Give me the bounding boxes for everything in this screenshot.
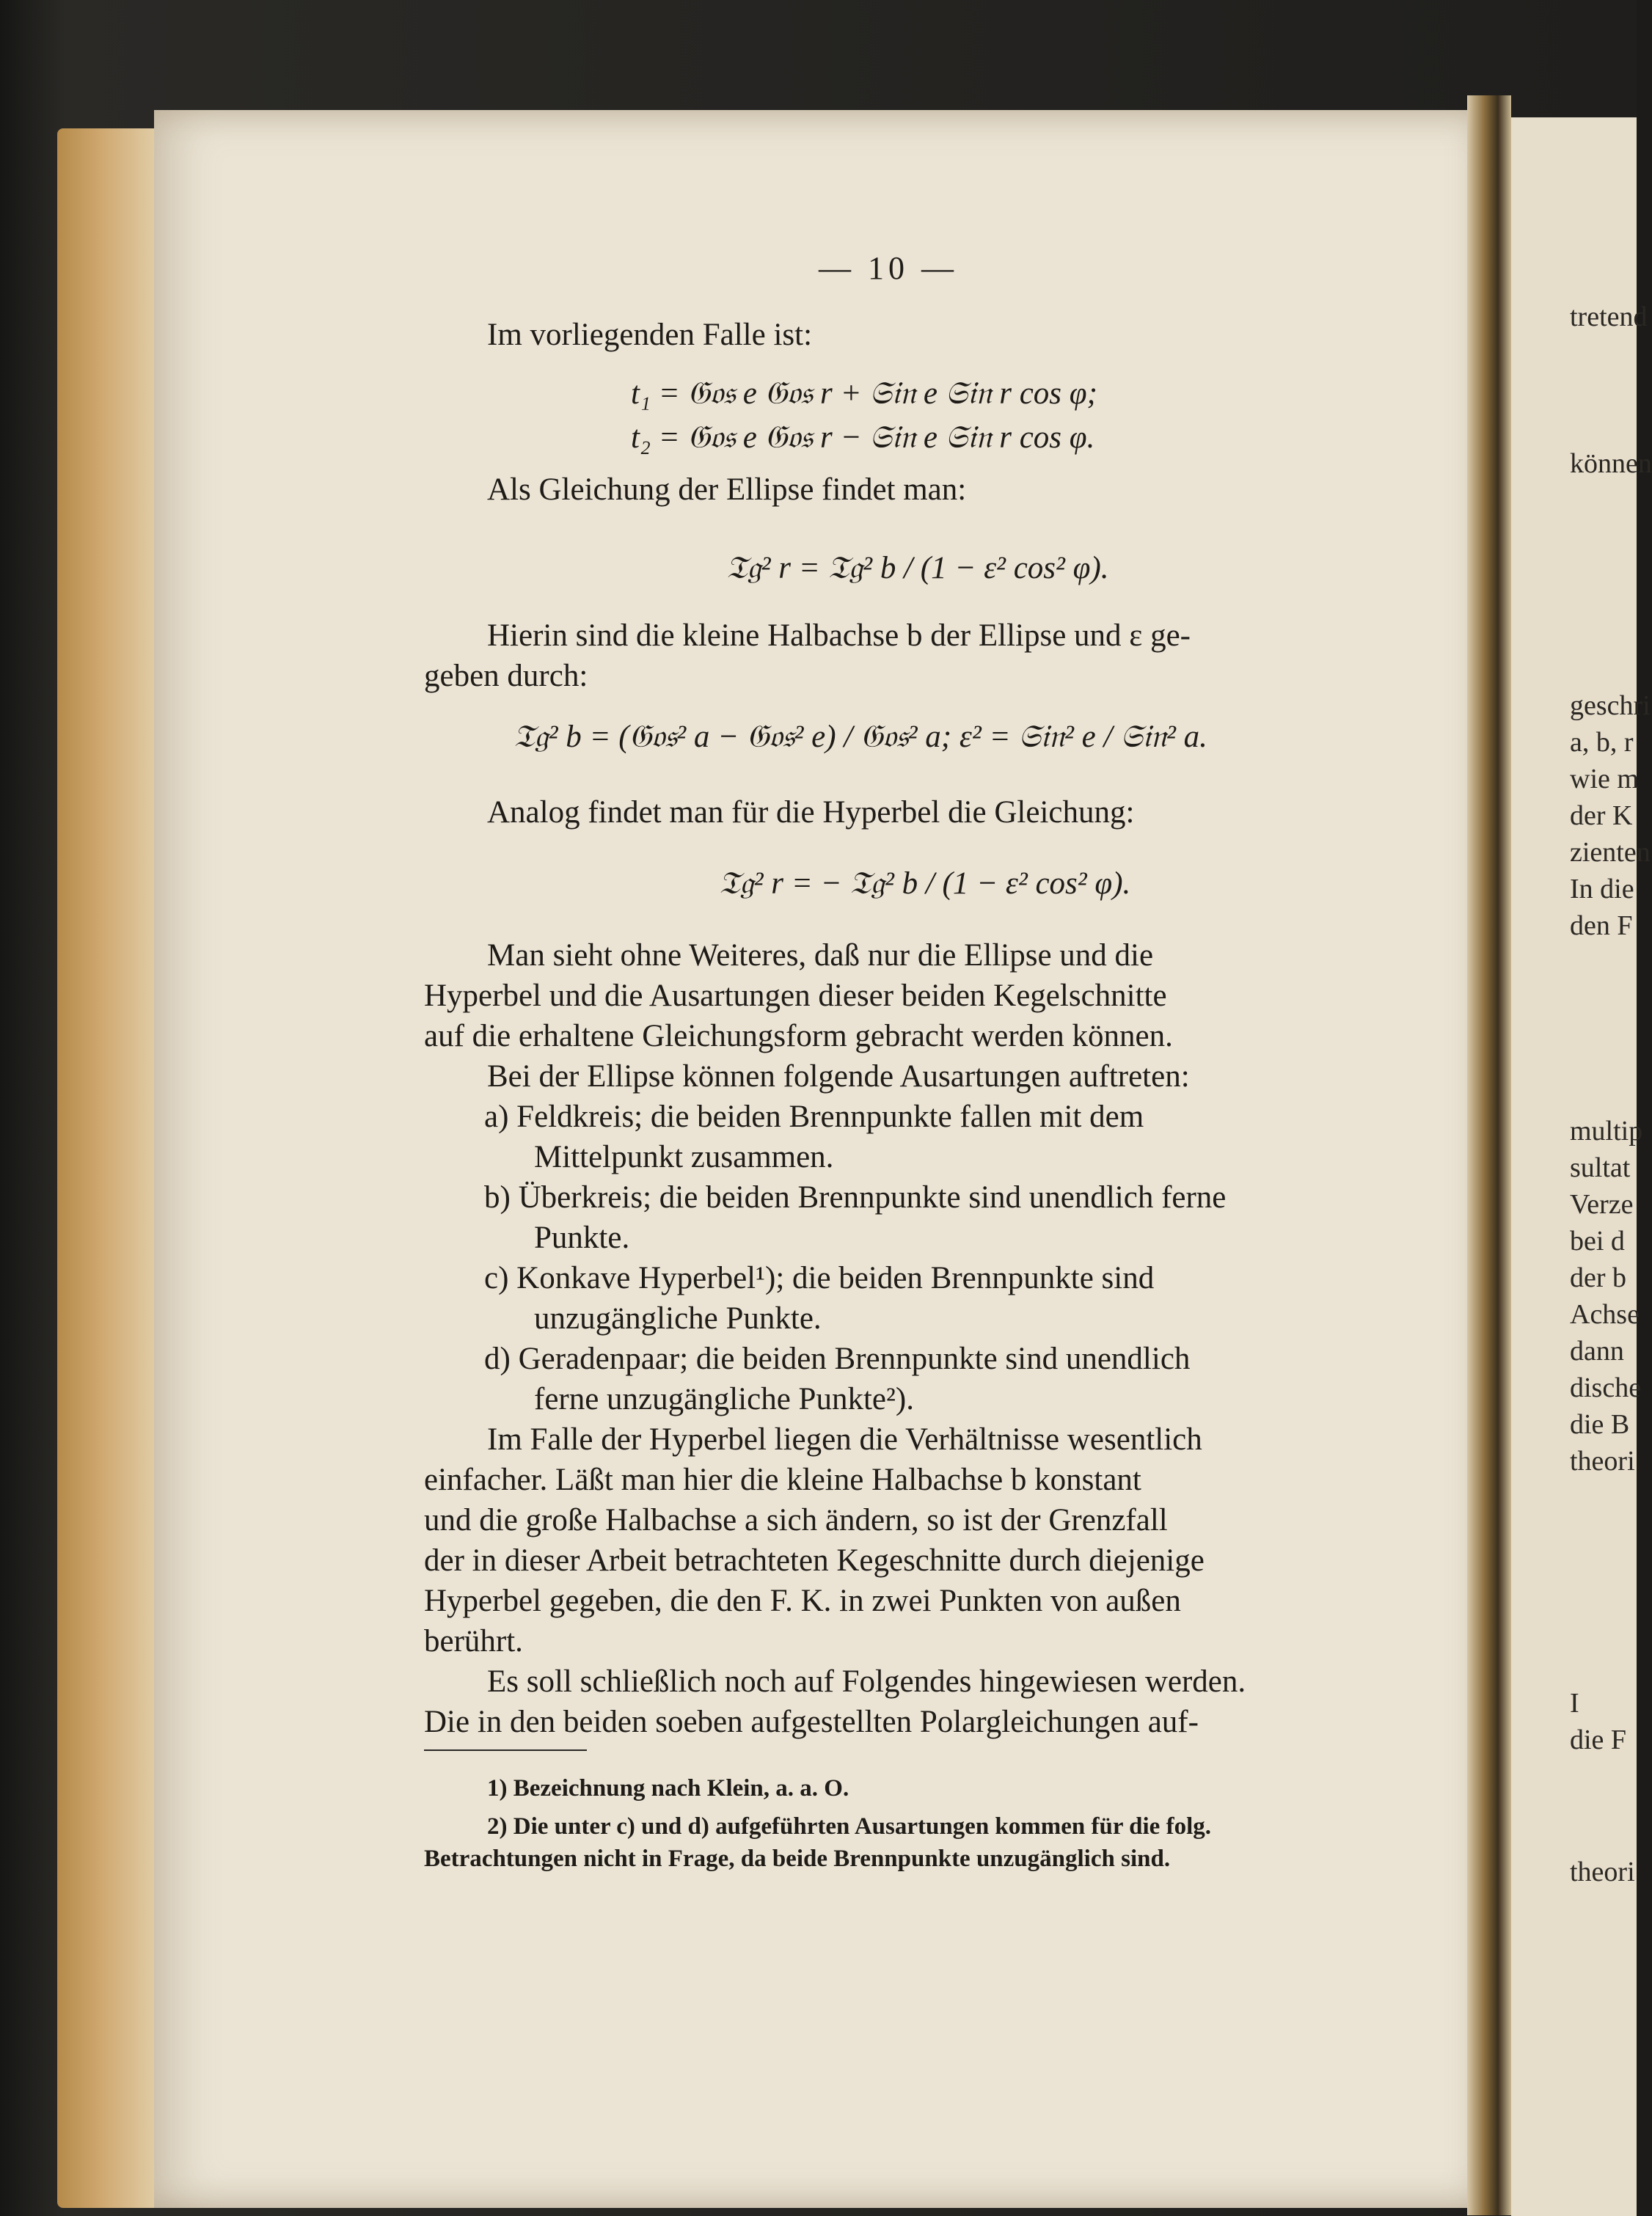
adjacent-text: dann <box>1570 1336 1624 1367</box>
intro-line: Im vorliegenden Falle ist: <box>487 318 813 352</box>
paragraph-line: Im Falle der Hyperbel liegen die Verhältnisse wesentlich <box>487 1422 1202 1457</box>
adjacent-text: den F <box>1570 910 1633 941</box>
adjacent-text: die F <box>1570 1725 1627 1755</box>
adjacent-text: Verze <box>1570 1189 1634 1220</box>
list-item: a) Feldkreis; die beiden Brennpunkte fallen mit dem <box>484 1100 1144 1134</box>
semi-axis-line-1: Hierin sind die kleine Halbachse b der Ellipse und ε ge- <box>487 618 1191 653</box>
equation-t1: t₁ = 𝔊𝔬𝔰 e 𝔊𝔬𝔰 r + 𝔖𝔦𝔫 e 𝔖𝔦𝔫 r cos φ; <box>631 376 1097 411</box>
adjacent-text: I <box>1570 1688 1579 1719</box>
adjacent-text: In die <box>1570 874 1634 904</box>
paragraph-line: Die in den beiden soeben aufgestellten Polargleichungen auf- <box>424 1705 1199 1739</box>
adjacent-text: Achse <box>1570 1299 1640 1330</box>
adjacent-text: dische <box>1570 1372 1642 1403</box>
paragraph-line: und die große Halbachse a sich ändern, so ist der Grenzfall <box>424 1503 1168 1537</box>
hyperbel-intro: Analog findet man für die Hyperbel die Gleichung: <box>487 795 1135 830</box>
adjacent-text: sultat <box>1570 1152 1631 1183</box>
equation-t2: t₂ = 𝔊𝔬𝔰 e 𝔊𝔬𝔰 r − 𝔖𝔦𝔫 e 𝔖𝔦𝔫 r cos φ. <box>631 420 1095 455</box>
footnote: 1) Bezeichnung nach Klein, a. a. O. <box>487 1775 849 1802</box>
list-item-cont: unzugängliche Punkte. <box>534 1301 822 1336</box>
list-item-cont: Mittelpunkt zusammen. <box>534 1140 834 1174</box>
adjacent-text: wie m <box>1570 764 1639 794</box>
paragraph-line: auf die erhaltene Gleichungsform gebracht werden können. <box>424 1019 1173 1053</box>
adjacent-page <box>1511 117 1652 2216</box>
adjacent-text: tretend <box>1570 301 1648 332</box>
adjacent-text: theori <box>1570 1446 1635 1477</box>
adjacent-text: theori <box>1570 1857 1635 1887</box>
list-item: c) Konkave Hyperbel¹); die beiden Brennpunkte sind <box>484 1261 1155 1295</box>
adjacent-text: multip <box>1570 1116 1643 1147</box>
semi-axis-line-2: geben durch: <box>424 659 588 693</box>
equation-b-epsilon: 𝔗𝔤² b = (𝔊𝔬𝔰² a − 𝔊𝔬𝔰² e) / 𝔊𝔬𝔰² a; ε² = 𝔖𝔦𝔫² e / 𝔖𝔦𝔫² a. <box>513 720 1207 754</box>
adjacent-text: a, b, r <box>1570 727 1634 758</box>
adjacent-text: die B <box>1570 1409 1630 1440</box>
page-number: — 10 — <box>819 250 958 286</box>
adjacent-text: können <box>1570 448 1652 479</box>
adjacent-text: der K <box>1570 800 1633 831</box>
paragraph-line: Bei der Ellipse können folgende Ausartungen auftreten: <box>487 1059 1190 1094</box>
adjacent-text: der b <box>1570 1262 1627 1293</box>
paragraph-line: einfacher. Läßt man hier die kleine Halbachse b konstant <box>424 1463 1141 1497</box>
paragraph-line: Es soll schließlich noch auf Folgendes hingewiesen werden. <box>487 1664 1246 1699</box>
adjacent-text: zienten <box>1570 837 1651 868</box>
list-item: b) Überkreis; die beiden Brennpunkte sind unendlich ferne <box>484 1180 1227 1215</box>
paragraph-line: berührt. <box>424 1624 523 1659</box>
paragraph-line: Hyperbel gegeben, die den F. K. in zwei Punkten von außen <box>424 1584 1181 1618</box>
equation-hyperbel: 𝔗𝔤² r = − 𝔗𝔤² b / (1 − ε² cos² φ). <box>719 866 1131 901</box>
adjacent-text: bei d <box>1570 1226 1625 1257</box>
footnote: 2) Die unter c) und d) aufgeführten Ausartungen kommen für die folg. <box>487 1813 1211 1840</box>
book-gutter <box>1467 95 1511 2215</box>
ellipse-intro: Als Gleichung der Ellipse findet man: <box>487 472 967 507</box>
equation-ellipse: 𝔗𝔤² r = 𝔗𝔤² b / (1 − ε² cos² φ). <box>726 551 1109 585</box>
paragraph-line: Man sieht ohne Weiteres, daß nur die Ellipse und die <box>487 938 1154 973</box>
list-item-cont: ferne unzugängliche Punkte²). <box>534 1382 914 1416</box>
paragraph-line: Hyperbel und die Ausartungen dieser beiden Kegelschnitte <box>424 979 1167 1013</box>
list-item-cont: Punkte. <box>534 1221 630 1255</box>
footnote-rule <box>424 1749 587 1751</box>
paragraph-line: der in dieser Arbeit betrachteten Kegeschnitte durch diejenige <box>424 1543 1205 1578</box>
list-item: d) Geradenpaar; die beiden Brennpunkte sind unendlich <box>484 1342 1191 1376</box>
footnote: Betrachtungen nicht in Frage, da beide Brennpunkte unzugänglich sind. <box>424 1846 1171 1872</box>
adjacent-text: geschri <box>1570 690 1651 721</box>
